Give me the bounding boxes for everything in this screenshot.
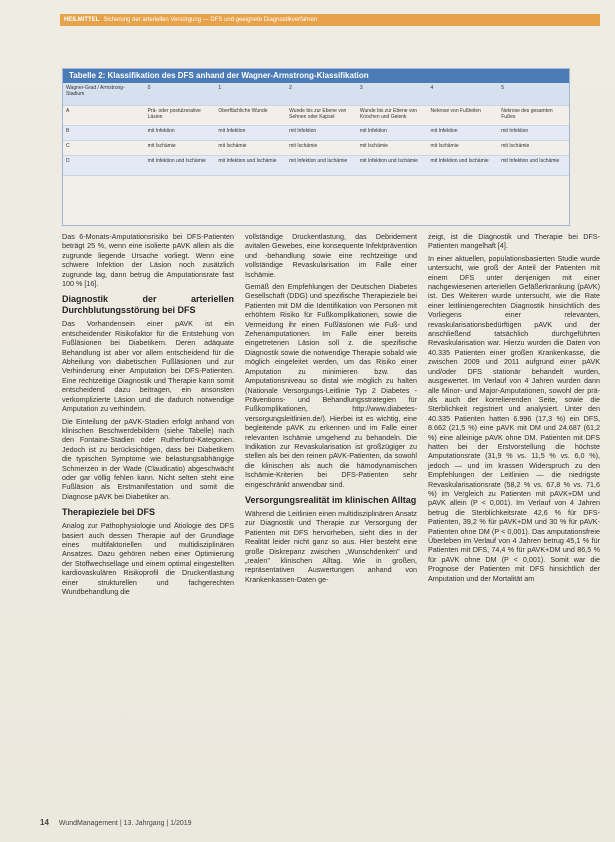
header-text: Sicherung der arteriellen Versorgung — DFS und geeignete Diagnostikverfahren: [103, 17, 318, 23]
table-cell: Wunde bis zur Ebene von Knochen und Gelenk: [357, 105, 428, 125]
page-number: 14: [40, 818, 49, 827]
table-header-cell: 0: [145, 83, 216, 105]
table-cell: Nekrose von Fußteilen: [428, 105, 499, 125]
table-body: [63, 83, 569, 176]
paragraph: Das 6-Monats-Amputationsrisiko bei DFS-Patienten beträgt 25 %, wenn eine isolierte pAVK allein als die zugrunde liegende Ursache vorliegt. Wenn eine schwere Infektion der Läsion noch zusätzlich zugrunde lag, dann betrug die Amputationsrate fast 100 % [16].: [62, 232, 234, 289]
table-header-cell: 4: [428, 83, 499, 105]
table-cell: mit Infektion: [498, 125, 569, 140]
table-header-cell: 3: [357, 83, 428, 105]
table-cell: D: [63, 155, 145, 175]
table-cell: Nekrose des gesamten Fußes: [498, 105, 569, 125]
section-heading: Therapieziele bei DFS: [62, 507, 156, 518]
table-cell: A: [63, 105, 145, 125]
table-cell: Prä- oder postulzerative Läsion: [145, 105, 216, 125]
text-column-2: [245, 232, 417, 587]
table-cell: Wunde bis zur Ebene von Sehnen oder Kapsel: [286, 105, 357, 125]
table-cell: mit Ischämie: [286, 140, 357, 155]
table-title: Tabelle 2: Klassifikation des DFS anhand der Wagner-Armstrong-Klassifikation: [63, 69, 569, 83]
table-cell: Oberflächliche Wunde: [215, 105, 286, 125]
paragraph: vollständige Druckentlastung, das Debridement avitalen Gewebes, eine konsequente Infektprävention und -behandlung sowie eine rechtzeitige und vollständige Revaskularisation im Falle einer Ischämie.: [245, 232, 417, 279]
page-footer: [40, 818, 192, 827]
table-cell: mit Infektion: [286, 125, 357, 140]
header-strip: [60, 14, 600, 26]
table-cell: B: [63, 125, 145, 140]
table-cell: mit Infektion: [215, 125, 286, 140]
table-cell: mit Ischämie: [428, 140, 499, 155]
paragraph: zeigt, ist die Diagnostik und Therapie bei DFS-Patienten mangelhaft [4].: [428, 232, 600, 251]
table-cell: mit Infektion: [428, 125, 499, 140]
table-header-cell: 2: [286, 83, 357, 105]
table-cell: mit Infektion: [145, 125, 216, 140]
table-header-cell: 1: [215, 83, 286, 105]
table-cell: mit Infektion: [357, 125, 428, 140]
table-cell: mit Ischämie: [498, 140, 569, 155]
section-heading: Diagnostik der arteriellen Durchblutungsstörung bei DFS: [62, 294, 234, 316]
text-column-1: [62, 232, 234, 599]
table-header-cell: Wagner-Grad / Armstrong-Stadium: [63, 83, 145, 105]
table-row: [63, 140, 569, 155]
table-cell: mit Infektion und Ischämie: [286, 155, 357, 175]
journal-info: WundManagement | 13. Jahrgang | 1/2019: [58, 820, 192, 827]
table-cell: mit Infektion und Ischämie: [498, 155, 569, 175]
table-cell: mit Infektion und Ischämie: [428, 155, 499, 175]
table-cell: mit Ischämie: [145, 140, 216, 155]
table-cell: mit Ischämie: [215, 140, 286, 155]
table-cell: C: [63, 140, 145, 155]
paragraph: In einer aktuellen, populationsbasierten Studie wurde untersucht, wie groß der Anteil der Patienten mit einem DFS unter denjenigen mit einer nachgewiesenen arteriellen Gefäßerkrankung (pAVK) ist. Des Weiteren wurde untersucht, wie die Rate einer leitliniengerechten Diagnostik hinsichtlich des Vorliegens einer relevanten, revaskularisationsbedürftigen pAVK und der anschließend tatsächlich durchgeführten Revaskularisation war. Hierzu wurden die Daten von 40.335 Patienten einer großen Krankenkasse, die zwischen 2009 und 2011 aufgrund einer pAVK und/oder DFS stationär behandelt wurden, ausgewertet. Im Verlauf von 4 Jahren wurden dann alle Minor- und Major-Amputationen, sowohl der prä- als auch der korrelierenden Seite, sowie die Sterblichkeit registriert und analysiert. Unter den 40.335 Patienten hatten 6.996 (17,3 %) ein DFS, 8.662 (21,5 %) eine pAVK mit DM und 24.687 (61,2 %) eine alleinige pAVK ohne DM. Patienten mit DFS hatten bei der Erstvorstellung die höchste Amputationsrate (31,9 % vs. 11,5 % vs. 6,0 %), jedoch — und im krassen Widerspruch zu den Empfehlungen der Leitlinien — die niedrigste Revaskularisationsrate (58,2 % vs. 67,8 % vs. 71,6 %) im Vergleich zu Patienten mit pAVK+DM und pAVK allein (P < 0,001). Im Verlauf von 4 Jahren betrug die Sterblichkeitsrate 42,6 % für DFS-Patienten, 39,2 % für pAVK+DM und 30 % für pAVK-Patienten ohne DM (P < 0,001). Das amputationsfreie Überleben im Verlauf von 4 Jahren betrug 45,1 % für Patienten mit DFS, 74,4 % für pAVK+DM und 86,5 % für pAVK ohne DM (P < 0,001). Somit war die Prognose der Patienten mit DFS hinsichtlich der Amputation und der Mortalität am: [428, 253, 600, 583]
table-cell: mit Ischämie: [357, 140, 428, 155]
table-header-cell: 5: [498, 83, 569, 105]
table-header-row: [63, 83, 569, 105]
header-tag: HEILMITTEL: [64, 17, 100, 23]
paragraph: Das Vorhandensein einer pAVK ist ein entscheidender Risikofaktor für die Entstehung von Fußläsionen bei Diabetikern. Deren adäquate Behandlung ist aber vor allem entscheidend für die Abheilung von diabetischen Fußläsionen und zur Verhinderung einer Amputation bei DFS-Patienten. Eine rechtzeitige Diagnostik und Therapie kann somit entscheidend dazu beitragen, ein ansonsten verkomplizierte Läsion und die dadurch notwendige Amputation zu verhindern.: [62, 319, 234, 414]
paragraph: Analog zur Pathophysiologie und Ätiologie des DFS basiert auch dessen Therapie auf der Grundlage eines multifaktoriellen und multidisziplinären Ansatzes. Dazu gehören neben einer Optimierung der Stoffwechsellage und einem optimal eingestellten kardiovaskulären Risikoprofil die Druckentlastung einer strukturellen und fachgerechten Wundbehandlung die: [62, 521, 234, 596]
paragraph: Die Einteilung der pAVK-Stadien erfolgt anhand von klinischen Beschwerdebildern (siehe Tabelle) nach den Fontaine-Stadien oder Rutherford-Kategorien. Jedoch ist zu berücksichtigen, dass bei Diabetikern die typischen Symptome wie belastungsabhängige Schmerzen in der Wade (Claudicatio) abgeschwächt oder gar völlig fehlen kann. Nicht selten steht eine Fußläsion als Erstmanifestation und somit die Diagnose pAVK bei Diabetiker an.: [62, 416, 234, 501]
classification-table: [62, 68, 570, 226]
table-row: [63, 105, 569, 125]
table-cell: mit Infektion und Ischämie: [215, 155, 286, 175]
paragraph: Während die Leitlinien einen multidisziplinären Ansatz zur Diagnostik und Therapie zur Versorgung der Patienten mit DFS hervorheben, sieht dies in der Realität leider nicht ganz so aus. Hier besteht eine große Diskrepanz zwischen „Wunschdenken" und „realen" klinischen Alltag. Wie in großen, repräsentativen Auswertungen anhand von Krankenkassen-Daten ge-: [245, 508, 417, 584]
table-cell: mit Infektion und Ischämie: [357, 155, 428, 175]
table-row: [63, 125, 569, 140]
table-cell: mit Infektion und Ischämie: [145, 155, 216, 175]
text-column-3: [428, 232, 600, 586]
paragraph: Gemäß den Empfehlungen der Deutschen Diabetes Gesellschaft (DDG) und spezifische Therapieziele bei Patienten mit DM die Identifikation von Personen mit erhöhtem Risiko für Fußkomplikationen, sowie die Vermeidung ihr einen Fußläsionen wie Fuß- und Zehenamputationen. Im Falle einer bereits eingetretenen Läsion soll z. die spezifische Diagnostik sowie die notwendige Therapie sobald wie möglich eingeleitet werden, um das Risiko einer Amputation zu minimieren bzw. das Amputationsniveau so distal wie möglich zu halten (Nationale Versorgungs-Leitlinie Typ 2 Diabetes - Präventions- und Behandlungsstrategien für Fußkomplikationen, http://www.diabetes-versorgungsleitlinien.de/). Hierbei ist es wichtig, eine begleitende pAVK zu erkennen und im Falle einer relevanten Ischämie umgehend zu behandeln. Die Indikation zur Revaskularisation ist großzügiger zu stellen als bei den reinen pAVK-Patienten, da sowohl die klinischen als auch die hämodynamischen Ischämie-Kriterien bei DFS-Patienten sehr eingeschränkt anwendbar sind.: [245, 282, 417, 489]
table-row: [63, 155, 569, 175]
section-heading: Versorgungsrealität im klinischen Alltag: [245, 494, 417, 505]
